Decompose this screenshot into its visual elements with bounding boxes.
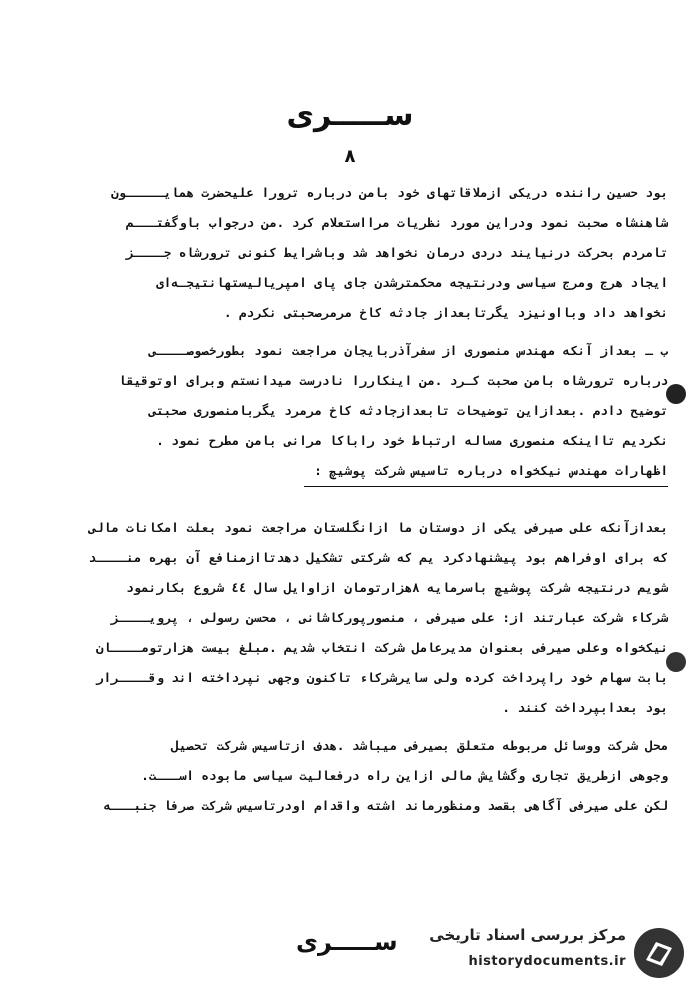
text-line: شویم درنتیجه شرکت پوشیچ باسرمایه ۸هزارتومان ازاوایل سال ٤٤ شروع بکارنمود [126, 580, 668, 595]
watermark-title: مرکز بررسی اسناد تاریخی [429, 926, 626, 944]
paragraph-2 [68, 336, 668, 456]
page-number: ۸ [344, 146, 356, 167]
text-line: نیکخواه وعلی صیرفی بعنوان مدیرعامل شرکت انتخاب شدیم .مبلغ بیست هزارتومــــان [96, 640, 668, 655]
text-line: ب ـ بعداز آنکه مهندس منصوری از سفرآذربایجان مراجعت نمود بطورخصوصــــی [148, 343, 668, 358]
text-line: که برای اوفراهم بود پیشنهادکرد یم که شرکتی تشکیل دهدتاازمنافع آن بهره منــــد [88, 550, 668, 565]
paragraph-4 [68, 731, 668, 821]
text-line: بابت سهام خود راپرداخت کرده ولی سایرشرکاء تاکنون وجهی نپرداخته اند وقــــرار [96, 670, 668, 685]
classification-stamp-top: ســـــرى [286, 98, 414, 133]
punch-hole-icon [666, 652, 686, 672]
section-heading: اظهارات مهندس نیکخواه درباره تاسیس شرکت پوشیچ : [304, 456, 668, 487]
text-line: شاهنشاه صحبت نمود ودراین مورد نظریات مرااستعلام کرد .من درجواب باوگفتـــم [126, 215, 668, 230]
text-line: محل شرکت ووسائل مربوطه متعلق بصیرفی میباشد .هدف ازتاسیس شرکت تحصیل [171, 738, 668, 753]
watermark-url: historydocuments.ir [468, 954, 626, 969]
text-line: تامردم بحرکت درنیایند دردی درمان نخواهد شد وباشرایط کنونی ترورشاه جــــز [126, 245, 668, 260]
section-heading-wrap [68, 456, 668, 487]
text-line: ایجاد هرج ومرج سیاسی ودرنتیجه محکمترشدن جای پای امپریالیستهانتیجـه‌ای [156, 275, 668, 290]
paragraph-1 [68, 178, 668, 328]
archive-logo-icon [632, 926, 686, 980]
text-line: بعدازآنکه علی صیرفی یکی از دوستان ما ازانگلستان مراجعت نمود بعلت امکانات مالی [88, 520, 668, 535]
punch-hole-icon [666, 384, 686, 404]
text-line: وجوهی ازطریق تجاری وگشایش مالی ازاین راه درفعالیت سیاسی مابوده اســـت. [141, 768, 668, 783]
text-line: شرکاء شرکت عبارتند از: علی صیرفی ، منصورپورکاشانی ، محسن رسولی ، پرویــــز [111, 610, 668, 625]
text-line: لکن علی صیرفی آگاهی بقصد ومنظورماند اشته واقدام اودرتاسیس شرکت صرفا جنبـــه [103, 798, 668, 813]
archive-watermark [410, 924, 690, 982]
document-body [68, 178, 668, 821]
text-line: توضیح دادم .بعدازاین توضیحات تابعدازجادثه کاخ مرمرد یگربامنصوری صحبتی [148, 403, 668, 418]
text-line: درباره ترورشاه بامن صحبت کـرد .من اینکاررا نادرست میدانستم وبرای اوتوقیقا [118, 373, 668, 388]
text-line: نکردیم تااینکه منصوری مساله ارتباط خود راباکا مرانی بامن مطرح نمود . [156, 433, 668, 448]
text-line: بود بعدابپرداخت کنند . [502, 700, 668, 715]
text-line: بود حسین راننده دریکی ازملاقاتهای خود بامن درباره ترورا علیحضرت همایـــــون [111, 185, 668, 200]
classification-stamp-bottom: ســـــرى [296, 928, 398, 956]
text-line: نخواهد داد وبااونیزد یگرتابعداز جادثه کاخ مرمرصحبتی نکردم . [223, 305, 668, 320]
paragraph-3 [68, 513, 668, 723]
